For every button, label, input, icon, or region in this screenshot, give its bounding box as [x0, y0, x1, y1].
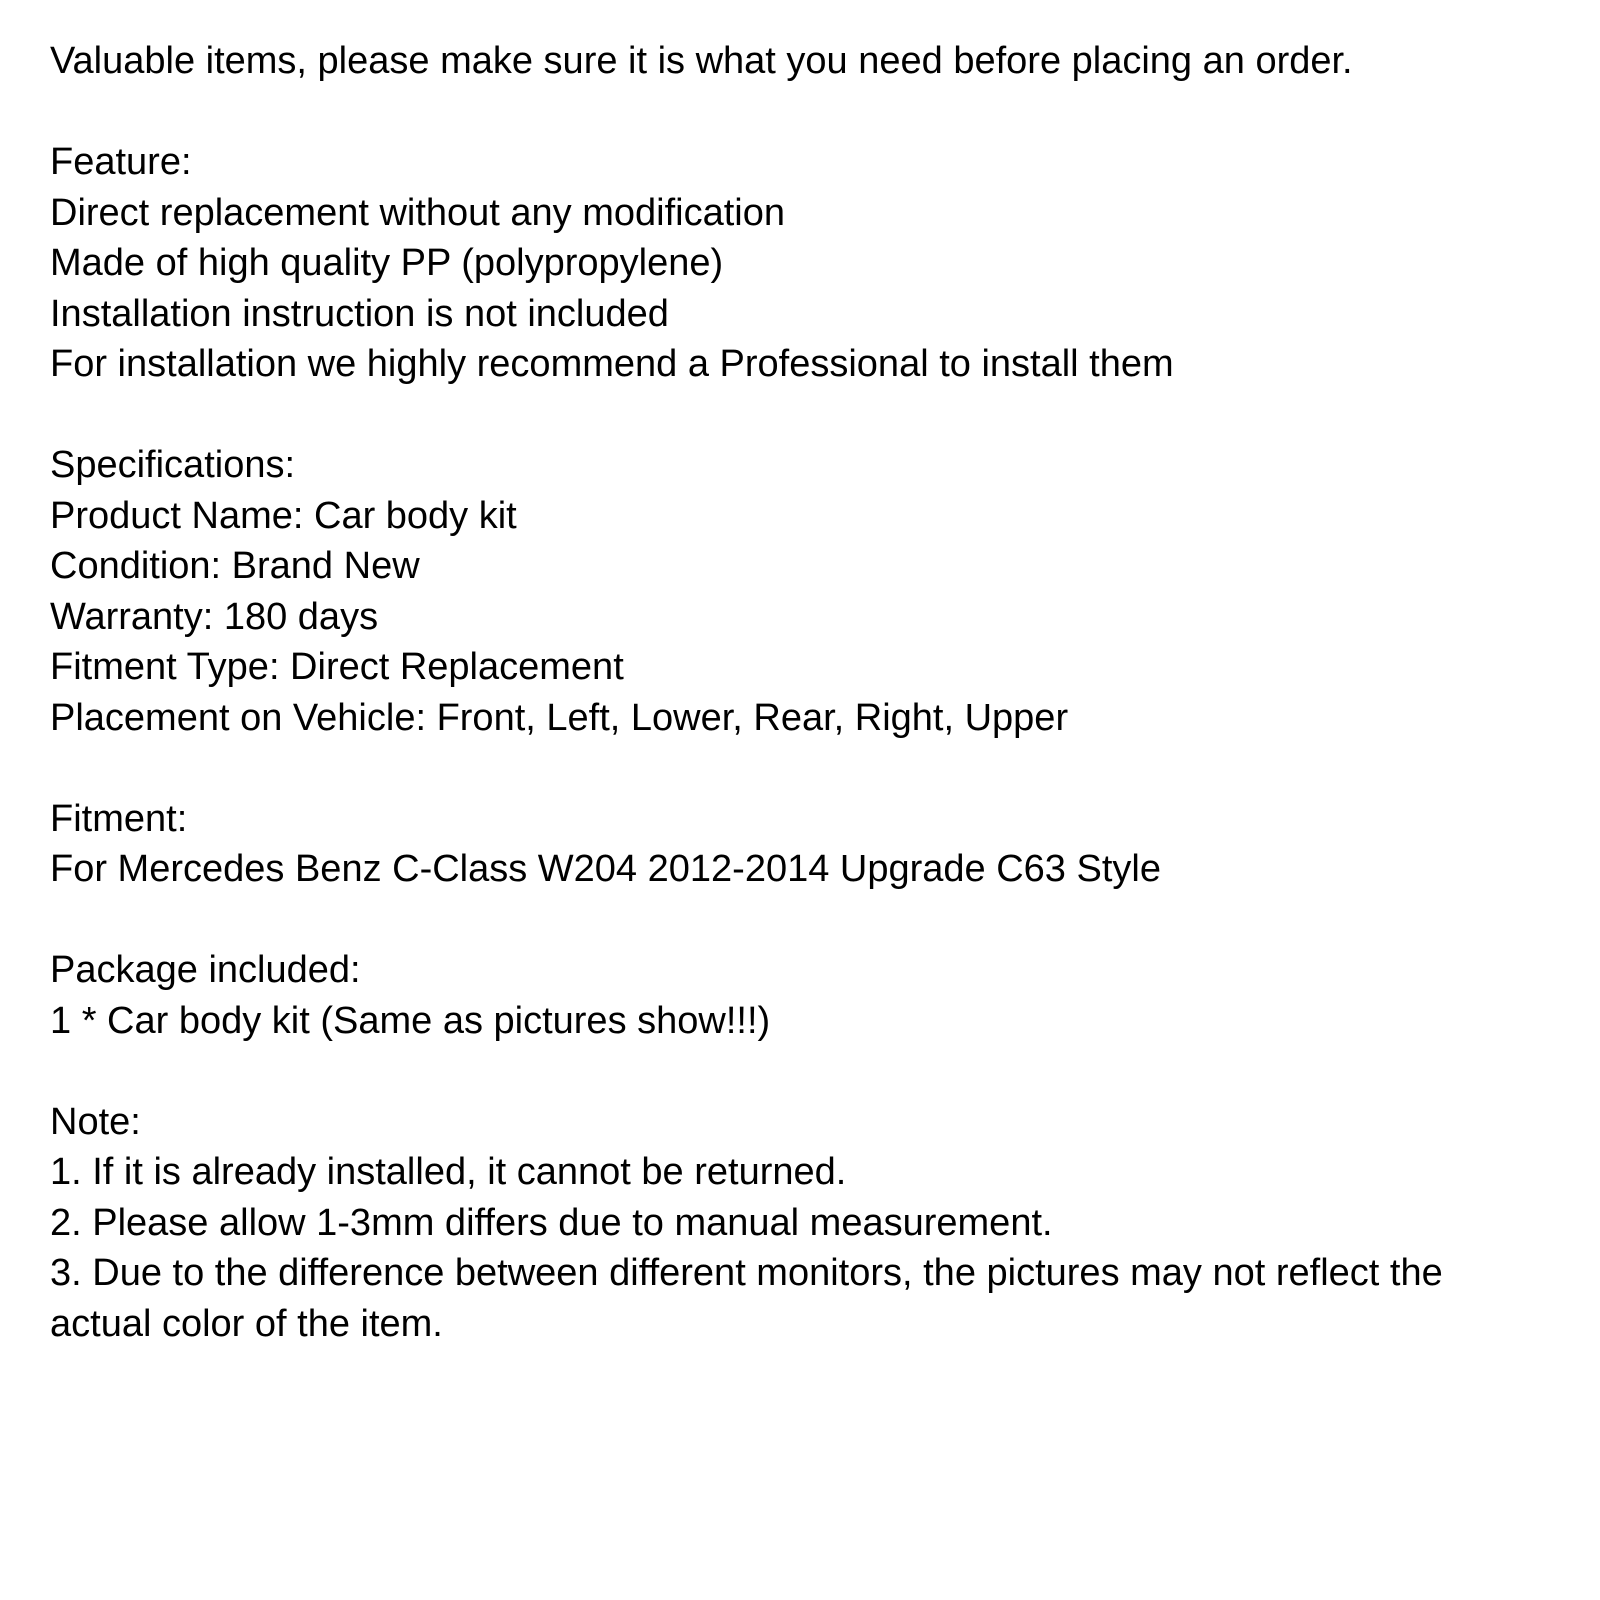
spec-item: Condition: Brand New [50, 545, 420, 587]
intro-text: Valuable items, please make sure it is what you need before placing an order. [50, 40, 1353, 82]
specifications-heading: Specifications: [50, 444, 296, 486]
spec-item: Fitment Type: Direct Replacement [50, 646, 624, 688]
spacer [50, 1046, 1560, 1097]
note-item: 1. If it is already installed, it cannot be returned. [50, 1151, 847, 1193]
spec-item: Warranty: 180 days [50, 595, 379, 638]
feature-item: Direct replacement without any modification [50, 191, 786, 234]
spec-item: Placement on Vehicle: Front, Left, Lower, Rear, Right, Upper [50, 696, 1069, 739]
product-description [50, 36, 1560, 1349]
note-item: 2. Please allow 1-3mm differs due to manual measurement. [50, 1201, 1053, 1244]
spacer [50, 895, 1560, 946]
note-item: actual color of the item. [50, 1302, 443, 1345]
note-heading: Note: [50, 1100, 141, 1143]
package-item: 1 * Car body kit (Same as pictures show!!!) [50, 999, 771, 1042]
feature-item: For installation we highly recommend a Professional to install them [50, 343, 1174, 385]
spec-item: Product Name: Car body kit [50, 494, 517, 537]
spacer [50, 743, 1560, 794]
fitment-item: For Mercedes Benz C-Class W204 2012-2014 Upgrade C63 Style [50, 848, 1161, 890]
feature-heading: Feature: [50, 141, 192, 183]
feature-item: Installation instruction is not included [50, 292, 669, 335]
fitment-heading: Fitment: [50, 797, 188, 840]
package-heading: Package included: [50, 949, 361, 991]
note-item: 3. Due to the difference between different monitors, the pictures may not reflect the [50, 1252, 1443, 1294]
spacer [50, 87, 1560, 138]
spacer [50, 390, 1560, 441]
feature-item: Made of high quality PP (polypropylene) [50, 242, 724, 284]
